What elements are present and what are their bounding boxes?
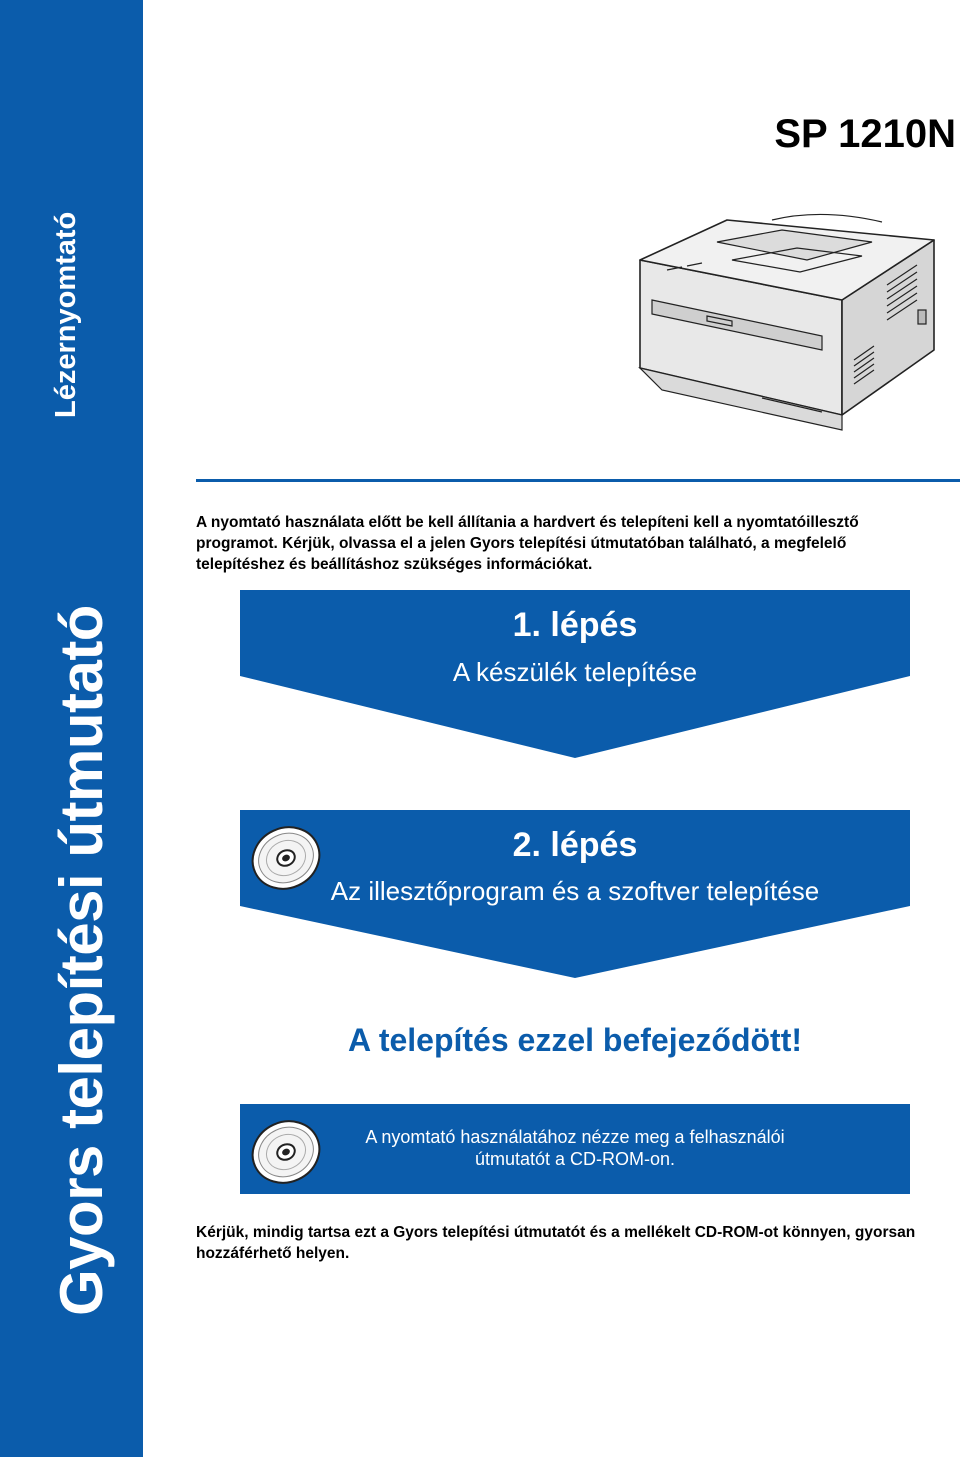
step-2-subtitle: Az illesztőprogram és a szoftver telepítése: [330, 876, 820, 906]
cd-rom-icon: [246, 1112, 326, 1192]
printer-illustration: [622, 200, 952, 435]
step-2-banner: [240, 810, 910, 978]
completion-text: A telepítés ezzel befejeződött!: [348, 1022, 802, 1058]
cd-note-text: [240, 1126, 910, 1170]
cd-note-box: [240, 1104, 910, 1194]
step-1-subtitle: A készülék telepítése: [452, 657, 698, 687]
model-name: SP 1210N: [774, 112, 956, 156]
step-2-title: 2. lépés: [512, 826, 638, 864]
cd-note-line-2: útmutatót a CD-ROM-on.: [474, 1149, 676, 1169]
step-1-title: 1. lépés: [512, 606, 638, 644]
intro-text: A nyomtató használata előtt be kell állítania a hardvert és telepíteni kell a nyomtatóillesztő programot. Kérjük, olvassa el a jelen Gyors telepítési útmutatóban található, a megfelelő telepítéshez és beállításhoz szükséges információkat.: [196, 514, 859, 573]
footer-text: Kérjük, mindig tartsa ezt a Gyors telepítési útmutatót és a mellékelt CD-ROM-ot könnyen, gyorsan hozzáférhető helyen.: [196, 1224, 916, 1262]
cd-rom-icon: [246, 818, 326, 898]
sidebar-subtitle: Lézernyomtató: [50, 211, 82, 418]
header-rule: [196, 479, 960, 482]
sidebar-title: Gyors telepítési útmutató: [48, 605, 115, 1316]
sidebar: [0, 0, 143, 1457]
cd-note-line-1: A nyomtató használatához nézze meg a felhasználói: [365, 1127, 785, 1147]
step-1-banner: [240, 590, 910, 758]
